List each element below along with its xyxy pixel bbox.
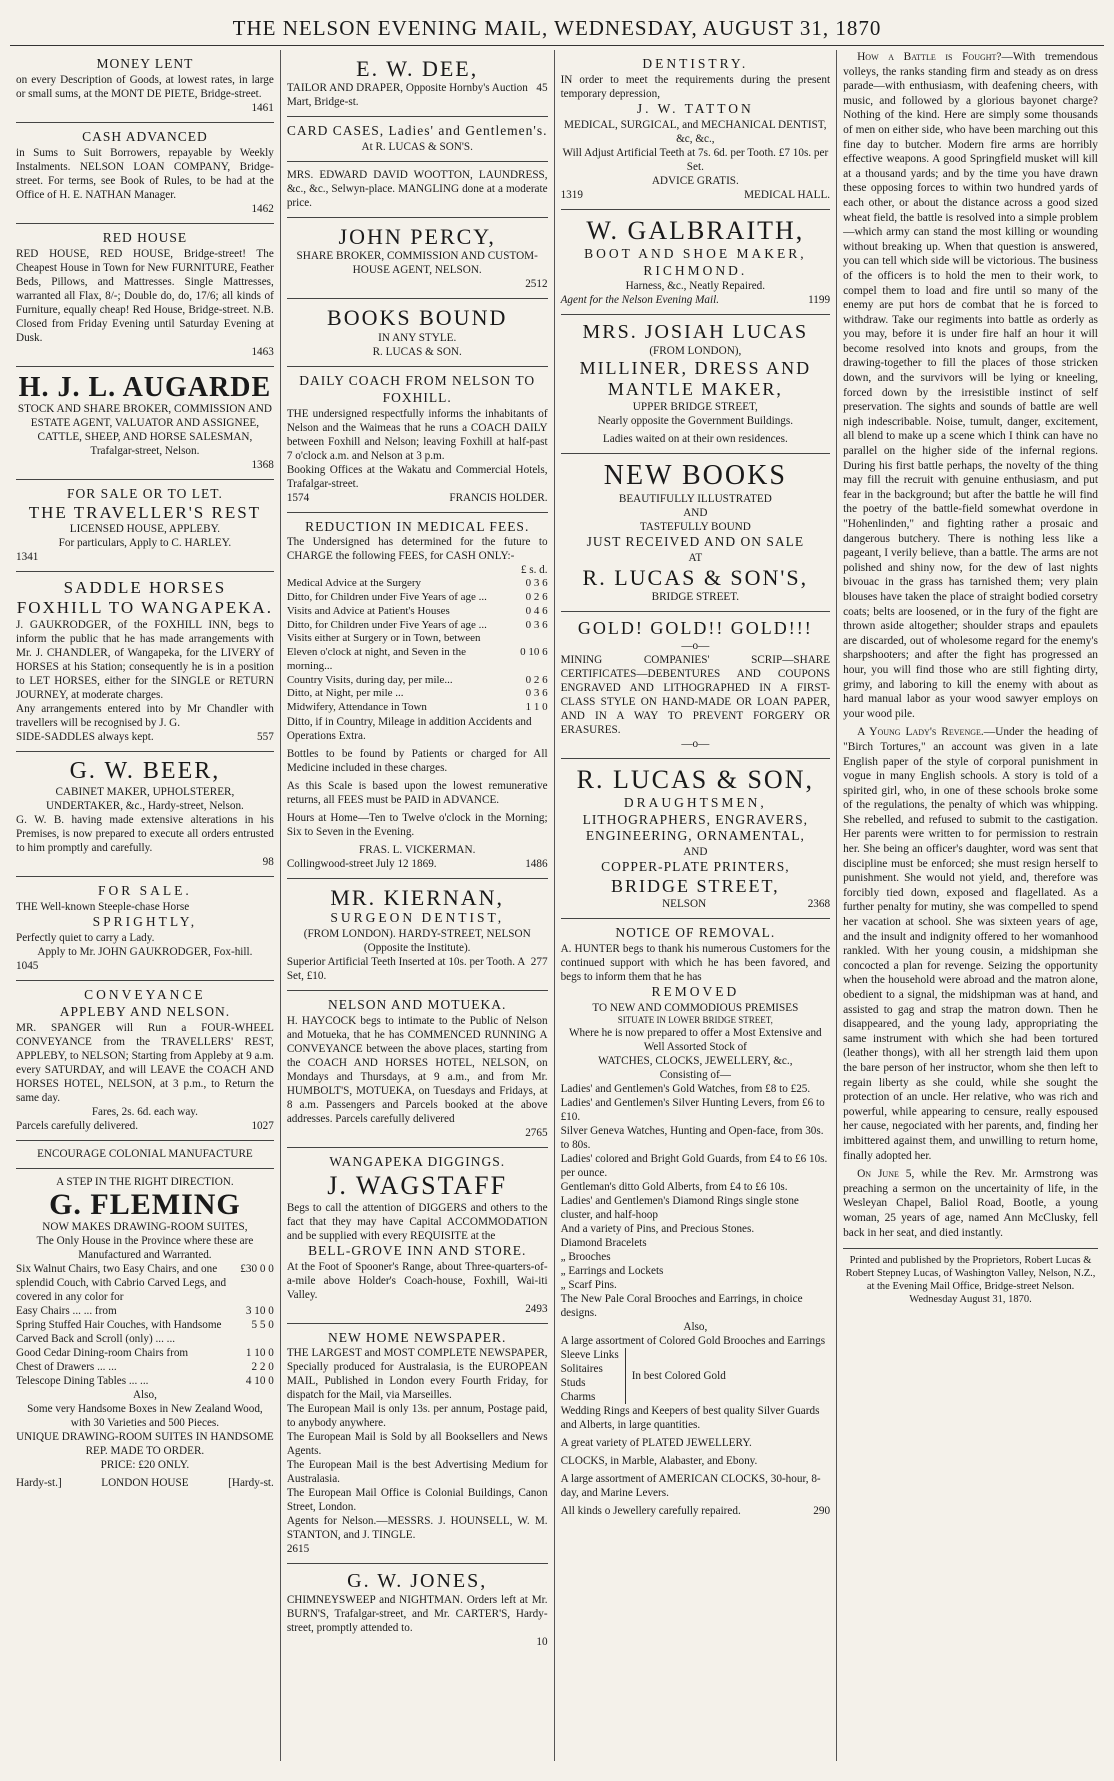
- ad-european-mail: NEW HOME NEWSPAPER. THE LARGEST and MOST COMPLETE NEWSPAPER, Specially produced for Australasia, is the EUROPEAN MAIL, Published in London every Fourth Friday, for dispatch for the Mail, via Marseilles. The European Mail is only 13s. per annum, Postage paid, to anybody anywhere. The European Mail is Sold by all Booksellers and News Agents. The European Mail is the best Advertising Medium for Australasia. The European Mail Office is Colonial Buildings, Canon Street, London. Agents for Nelson.—MESSRS. J. HOUNSELL, W. M. STANTON, and J. TINGLE. 2615: [287, 1324, 548, 1565]
- fee-row: Midwifery, Attendance in Town 1 1 0: [286, 701, 548, 714]
- jewellery-item: Gentleman's ditto Gold Alberts, from £4 to £6 10s.: [560, 1180, 788, 1193]
- fee-table: [287, 577, 548, 715]
- furniture-row: Easy Chairs ... ... from 3 10 0: [16, 1305, 274, 1318]
- fee-row: Ditto, for Children under Five Years of age ... 0 2 6: [286, 591, 548, 604]
- fee-row: Ditto, for Children under Five Years of age ... 0 3 6: [286, 618, 548, 631]
- ad-dentistry: DENTISTRY. IN order to meet the requirements during the present temporary depression, J. W. TATTON MEDICAL, SURGICAL, and MECHANICAL DENTIST, &c, &c., Will Adjust Artificial Teeth at 7s. 6d. per Tooth. £7 10s. per Set. ADVICE GRATIS. 1319 MEDICAL HALL.: [561, 50, 831, 210]
- jewellery-item: „ Scarf Pins.: [560, 1278, 617, 1291]
- jewellery-item: And a variety of Pins, and Precious Stones.: [560, 1222, 755, 1235]
- fee-row: Medical Advice at the Surgery 0 3 6: [286, 577, 548, 590]
- ad-red-house: RED HOUSE RED HOUSE, RED HOUSE, Bridge-street! The Cheapest House in Town for New FURNITURE, Feather Beds, Pillows, and Mattresses. Single Mattresses, warranted all Flax, 8/-; Double do, do, 17/6; all kinds of Furniture, equally cheap! Red House, Bridge-street. N.B. Closed from Friday Evening until Saturday Evening at Dusk. 1463: [16, 224, 274, 367]
- ad-dee: E. W. DEE, TAILOR AND DRAPER, Opposite Hornby's Auction Mart, Bridge-st. 45: [287, 50, 548, 117]
- ad-galbraith: W. GALBRAITH, BOOT AND SHOE MAKER, RICHMOND. Harness, &c., Neatly Repaired. Agent for the Nelson Evening Mail. 1199: [561, 210, 831, 316]
- ad-new-books: NEW BOOKS BEAUTIFULLY ILLUSTRATED AND TASTEFULLY BOUND JUST RECEIVED AND ON SALE AT R. LUCAS & SON'S, BRIDGE STREET.: [561, 454, 831, 612]
- ad-josiah-lucas: MRS. JOSIAH LUCAS (FROM LONDON), MILLINER, DRESS AND MANTLE MAKER, UPPER BRIDGE STREET, Nearly opposite the Government Buildings. Ladies waited on at their own residences.: [561, 315, 831, 453]
- ad-medical-fees: REDUCTION IN MEDICAL FEES. The Undersigned has determined for the future to CHARGE the following FEES, for CASH ONLY:- £ s. d. Medical Advice at the Surgery 0 3 6 Ditto, for Children under Five Years of age ... 0 2 6 Visits and Advice at Patient's Houses 0 4 6 Ditto, for Children under Five Years of age ... 0 3 6 Visits either at Surgery or in Town, between Eleven o'clock at night, and Seven in the morning... 0 10 6 Country Visits, during day, per mile... 0 2 6 Ditto, at Night, per mile ... 0 3 6 Midwifery, Attendance in Town 1 1 0 Ditto, if in Country, Mileage in addition Accidents and Operations Extra. Bottles to be found by Patients or charged for All Medicine included in these charges. As this Scale is based upon the lowest remunerative returns, all FEES must be PAID in ADVANCE. Hours at Home—Ten to Twelve o'clock in the Morning; Six to Seven in the Evening. FRAS. L. VICKERMAN. Collingwood-street July 12 1869. 1486: [287, 513, 548, 879]
- fee-row: Ditto, at Night, per mile ... 0 3 6: [286, 687, 548, 700]
- ad-percy: JOHN PERCY, SHARE BROKER, COMMISSION AND CUSTOM-HOUSE AGENT, NELSON. 2512: [287, 218, 548, 299]
- fee-row: Visits either at Surgery or in Town, between Eleven o'clock at night, and Seven in the morning... 0 10 6: [286, 632, 548, 672]
- colored-gold-item: Sleeve Links: [560, 1348, 619, 1361]
- ad-jones: G. W. JONES, CHIMNEYSWEEP and NIGHTMAN. Orders left at Mr. BURN'S, Trafalgar-street, and Mr. CARTER'S, Hardy-street, promptly attended to. 10: [286, 1570, 548, 1649]
- ad-beer: G. W. BEER, CABINET MAKER, UPHOLSTERER, UNDERTAKER, &c., Hardy-street, Nelson. G. W. B. having made extensive alterations in his Premises, is now prepared to execute all orders entrusted to him promptly and carefully. 98: [16, 752, 274, 878]
- jewellery-item: Ladies' and Gentlemen's Gold Watches, from £8 to £25.: [560, 1082, 811, 1095]
- colored-gold-item: Solitaires: [560, 1362, 603, 1375]
- ad-encourage-colonial: ENCOURAGE COLONIAL MANUFACTURE: [16, 1141, 274, 1169]
- ad-wangapeka-diggings: WANGAPEKA DIGGINGS. J. WAGSTAFF Begs to call the attention of DIGGERS and others to the fact that they may have Capital ACCOMMODATION and be supplied with every REQUISITE at the BELL-GROVE INN AND STORE. At the Foot of Spooner's Range, about Three-quarters-of-a-mile above Holder's Coach-house, Foxhill, Wai-iti Valley. 2493: [287, 1148, 548, 1324]
- ad-notice-of-removal: NOTICE OF REMOVAL. A. HUNTER begs to thank his numerous Customers for the continued support with which he has been favored, and begs to inform them that he has REMOVED TO NEW AND COMMODIOUS PREMISES SITUATE IN LOWER BRIDGE STREET, Where he is now prepared to offer a Most Extensive and Well Assorted Stock of WATCHES, CLOCKS, JEWELLERY, &c., Consisting of— Ladies' and Gentlemen's Gold Watches, from £8 to £25. Ladies' and Gentlemen's Silver Hunting Levers, from £6 to £10. Silver Geneva Watches, Hunting and Open-face, from 30s. to 80s. Ladies' colored and Bright Gold Guards, from £4 to £6 10s. per ounce. Gentleman's ditto Gold Alberts, from £4 to £6 10s. Ladies' and Gentlemen's Diamond Rings single stone cluster, and half-hoop And a variety of Pins, and Precious Stones. Diamond Bracelets „ Brooches „ Earrings and Lockets „ Scarf Pins. The New Pale Coral Brooches and Earrings, in choice designs. Also, A large assortment of Colored Gold Brooches and Earrings Sleeve Links Solitaires Studs Charms In best Colored Gold Wedding Rings and Keepers of best quality Silver Guards and Alberts, in large quantities. A great variety of PLATED JEWELLERY. CLOCKS, in Marble, Alabaster, and Ebony. A large assortment of AMERICAN CLOCKS, 30-hour, 8-day, and Marine Levers. All kinds o Jewellery carefully repaired. 290: [560, 924, 831, 1517]
- newspaper-page: [10, 10, 1104, 1761]
- jewellery-item: Ladies' colored and Bright Gold Guards, from £4 to £6 10s. per ounce.: [560, 1152, 828, 1179]
- imprint: Printed and published by the Proprietors, Robert Lucas & Robert Stepney Lucas, of Washington Valley, Nelson, N.Z., at the Evening Mail Office, Bridge-street Nelson. Wednesday August 31, 1870.: [843, 1248, 1098, 1307]
- furniture-row: Chest of Drawers ... ... 2 2 0: [16, 1361, 274, 1374]
- fee-row: Country Visits, during day, per mile... 0 2 6: [286, 673, 548, 686]
- jewellery-item: Ladies' and Gentlemen's Diamond Rings single stone cluster, and half-hoop: [560, 1194, 799, 1221]
- jewellery-item: „ Earrings and Lockets: [560, 1264, 664, 1277]
- ad-draughtsmen: R. LUCAS & SON, DRAUGHTSMEN, LITHOGRAPHERS, ENGRAVERS, ENGINEERING, ORNAMENTAL, AND COPPER-PLATE PRINTERS, BRIDGE STREET, NELSON 2368: [561, 759, 831, 919]
- ad-for-sale-horse: FOR SALE. THE Well-known Steeple-chase Horse SPRIGHTLY, Perfectly quiet to carry a Lady. Apply to Mr. JOHN GAUKRODGER, Fox-hill. 1045: [16, 877, 274, 981]
- furniture-row: Good Cedar Dining-room Chairs from 1 10 0: [16, 1347, 274, 1360]
- column-4: [836, 50, 1104, 1761]
- ad-card-cases: CARD CASES, Ladies' and Gentlemen's. At R. LUCAS & SON'S.: [287, 117, 548, 162]
- ad-fleming: A STEP IN THE RIGHT DIRECTION. G. FLEMING NOW MAKES DRAWING-ROOM SUITES, The Only House in the Province where these are Manufactured and Warranted. Six Walnut Chairs, two Easy Chairs, and one splendid Couch, with Cabrio Carved Legs, and covered in any color for £30 0 0 Easy Chairs ... ... from 3 10 0 Spring Stuffed Hair Couches, with Handsome Carved Back and Scroll (only) ... ... 5 5 0 Good Cedar Dining-room Chairs from 1 10 0 Chest of Drawers ... ... 2 2 0 Telescope Dining Tables ... ... 4 10 0 Also, Some very Handsome Boxes in New Zealand Wood, with 30 Varieties and 500 Pieces. UNIQUE DRAWING-ROOM SUITES IN HANDSOME REP. MADE TO ORDER. PRICE: £20 ONLY. Hardy-st.] LONDON HOUSE [Hardy-st.: [16, 1175, 274, 1490]
- jewellery-item: Ladies' and Gentlemen's Silver Hunting Levers, from £6 to £10.: [560, 1096, 825, 1123]
- ad-money-lent: MONEY LENT on every Description of Goods, at lowest rates, in large or small sums, at the MONT DE PIETE, Bridge-street. 1461: [16, 50, 274, 123]
- fee-row: Visits and Advice at Patient's Houses 0 4 6: [286, 604, 548, 617]
- jewellery-item: The New Pale Coral Brooches and Earrings, in choice designs.: [560, 1292, 803, 1319]
- ad-augarde: H. J. L. AUGARDE STOCK AND SHARE BROKER, COMMISSION AND ESTATE AGENT, VALUATOR AND ASSIGNEE, CATTLE, SHEEP, AND HORSE SALESMAN, Trafalgar-street, Nelson. 1368: [16, 367, 274, 480]
- ad-daily-coach: DAILY COACH FROM NELSON TO FOXHILL. THE undersigned respectfully informs the inhabitants of Nelson and the Waimeas that he runs a COACH DAILY between Foxhill and Nelson; leaving Foxhill at half-past 7 o'clock a.m. and Nelson at 3 p.m. Booking Offices at the Wakatu and Commercial Hotels, Trafalgar-street. 1574 FRANCIS HOLDER.: [287, 367, 548, 513]
- jewellery-item: „ Brooches: [560, 1250, 611, 1263]
- furniture-row: Telescope Dining Tables ... ... 4 10 0: [16, 1375, 274, 1388]
- jewellery-list: [561, 1082, 831, 1320]
- column-3: [554, 50, 837, 1761]
- furniture-row: Six Walnut Chairs, two Easy Chairs, and one splendid Couch, with Cabrio Carved Legs, and covered in any color for £30 0 0: [16, 1263, 274, 1304]
- furniture-price-list: [16, 1262, 274, 1388]
- ad-cash-advanced: CASH ADVANCED in Sums to Suit Borrowers, repayable by Weekly Instalments. NELSON LOAN COMPANY, Bridge-street. For terms, see Book of Rules, to be had at the Office of H. E. NATHAN Manager. 1462: [16, 123, 274, 224]
- ad-books-bound: BOOKS BOUND IN ANY STYLE. R. LUCAS & SON.: [287, 299, 548, 366]
- furniture-row: Spring Stuffed Hair Couches, with Handsome Carved Back and Scroll (only) ... ... 5 5 0: [16, 1319, 274, 1346]
- jewellery-item: Silver Geneva Watches, Hunting and Open-face, from 30s. to 80s.: [560, 1124, 824, 1151]
- masthead: THE NELSON EVENING MAIL, WEDNESDAY, AUGUST 31, 1870: [10, 10, 1104, 46]
- column-2: [280, 50, 554, 1761]
- ad-saddle-horses: SADDLE HORSES FOXHILL TO WANGAPEKA. J. GAUKRODGER, of the FOXHILL INN, begs to inform the public that he has made arrangements with Mr. J. CHANDLER, of Wangapeka, for the LIVERY of HORSES at his Station; consequently he is in a position to LET HORSES, either for the SINGLE or RETURN JOURNEY, at moderate charges. Any arrangements entered into by Mr Chandler with travellers will be recognised by J. G. SIDE-SADDLES always kept. 557: [16, 572, 274, 751]
- colored-gold-item: Charms: [560, 1390, 596, 1403]
- ad-nelson-motueka: NELSON AND MOTUEKA. H. HAYCOCK begs to intimate to the Public of Nelson and Motueka, that he has COMMENCED RUNNING A CONVEYANCE between the above places, starting from the COACH AND HORSES HOTEL, NELSON, on Mondays and Thursdays, at 9 a.m., and from Mr. HUMBOLT'S, MOTUEKA, on Tuesdays and Fridays, at 8 a.m. Passengers and Parcels booked at the above addresses. Parcels carefully delivered 2765: [287, 991, 548, 1148]
- ad-travellers-rest: FOR SALE OR TO LET. THE TRAVELLER'S REST LICENSED HOUSE, APPLEBY. For particulars, Apply to C. HARLEY. 1341: [16, 480, 274, 572]
- column-1: [10, 50, 280, 1761]
- colored-gold-list: [561, 1348, 626, 1404]
- colored-gold-item: Studs: [560, 1376, 586, 1389]
- ad-wootton: MRS. EDWARD DAVID WOOTTON, LAUNDRESS, &c., &c., Selwyn-place. MANGLING done at a moderate price.: [287, 162, 548, 218]
- ad-gold: GOLD! GOLD!! GOLD!!! —o— MINING COMPANIES' SCRIP—SHARE CERTIFICATES—DEBENTURES AND COUPONS ENGRAVED AND LITHOGRAPHED IN A FIRST-CLASS STYLE ON HAND-MADE OR LOAN PAPER, AND IN A WAY TO PREVENT FORGERY OR ERASURES. —o—: [561, 612, 831, 759]
- jewellery-item: Diamond Bracelets: [560, 1236, 647, 1249]
- article-battle: How a Battle is Fought?—With tremendous volleys, the ranks standing firm and steady as on dress parade—with enthusiasm, with deafening cheers, with music, and followed by a glorious bayonet charge? Nothing of the kind. Here are simply some thousands of men on either side, who have been marching out this fine day to butcher. Modern fire arms are horribly effective weapons. A good Springfield musket will kill at a thousand yards; and by the time you have drawn these opposing forces to within two hundred yards of each other, or about the distance across a good sized wheat field, the battle is resolved into a simple problem—which army can stand the most killing or wounding without breaking up. When that question is answered, you can tell which side will be victorious. The business of the officers is to hold the men to their work, to compel them to load and fire until so many of the enemy are put hors de combat that he is forced to withdraw. Take our regiments into battle as orderly as you may, before it is under fire half an hour it will become resolved into knots and groups, from the drawing-together to fill the places of those stricken down, and the survivors will be lying or kneeling, forced down by the irresistible instinct of self preservation. The sights and sounds of battle are well nigh indescribable. Noise, tumult, danger, excitement, all blend to make up a scene which I think can have no parallel on the higher side of the infernal regions. During his first battle perhaps, the novelty of the thing may fill the recruit with genuine enthusiasm, and put fear in the background; but after the battle he will find the poetry of the battle-field somewhat overdone in "Hohenlinden," and fighting rather a prosaic and dangerous butchery. There is nothing less like a pageant, I verily believe, than a battle. The arms are not polished and shiny now, for the dew of last nights bivouac in the grass has tarnished them; very plain blouses have taken the place of straight bodied corsetry coats; belts are loosened, or in the fury of the fight are thrown aside altogether; shoulder straps and epaulets are discarded, out of wholesome regard for the enemy's sharpshooters; and after the fight has progressed an hour, you will find those who are still fighting dirty, grimy, and laboring to kill the enemy with about as hard manual labor as your wood sawyer employs on your wood pile. A Young Lady's Revenge.—Under the heading of "Birch Tortures," an account was given in a late English paper of the style of corporal punishment in vogue in many English schools. A story is told of a spirited girl, who, in one of these schools broke some of the regulations, the penalty of which was whipping. She rebelled, and refused to submit to the castigation. Her parents were written to for permission to restrain her. She being an officer's daughter, word was sent that discipline must be enforced; she must resign herself to punishment. She would not yield, and, therefore was forcibly tied down, exposed and flagellated. As a further penalty for mutiny, she was compelled to spend her vacation at school. She was sixteen years of age, and the insult and indignity offered to her womanhood rankled. With her young cousin, a midshipman she concocted a plan for revenge. Seizing the opportunity when the household were abroad and the matron alone, obedient to a signal, the midshipman was at hand, and assisted to gag and strap the matron down. Then he disappeared, and the young lady, appropriating the same instrument with which she had been tortured (leather thongs), with all her strength laid them upon the bare person of her instructor, whom she then left to regain liberty as she could, while she sought the protection of an uncle. Her relative, who was rich and powerful, while appearing to censure, really espoused her cause, negociated with her parents, and, finding her imbittered against them, and unwilling to return home, finally adopted her. On June 5, while the Rev. Mr. Armstrong was preaching a sermon on the uncertainity of life, in the Wesleyan Chapel, Baliol Road, Bootle, a young woman, 25 years of age, named Ann McClusky, fell back in her seat, and died instantly.: [843, 51, 1098, 1239]
- ad-conveyance: CONVEYANCE APPLEBY AND NELSON. MR. SPANGER will Run a FOUR-WHEEL CONVEYANCE from the TRAVELLERS' REST, APPLEBY, to NELSON; Starting from Appleby at 9 a.m. every SATURDAY, and will LEAVE the COACH AND HORSES HOTEL, NELSON, at 3 p.m., to Return the same day. Fares, 2s. 6d. each way. Parcels carefully delivered. 1027: [16, 981, 274, 1141]
- ad-kiernan: MR. KIERNAN, SURGEON DENTIST, (FROM LONDON). HARDY-STREET, NELSON (Opposite the Institute). Superior Artificial Teeth Inserted at 10s. per Tooth. A Set, £10. 277: [287, 879, 548, 991]
